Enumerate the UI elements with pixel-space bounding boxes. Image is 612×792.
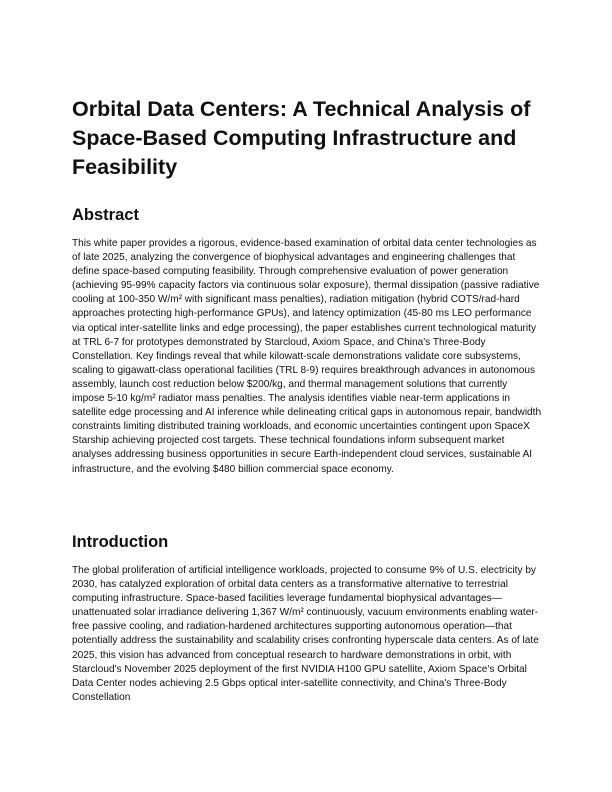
abstract-heading: Abstract xyxy=(72,206,139,224)
paper-title: Orbital Data Centers: A Technical Analysis of Space-Based Computing Infrastructure and Feasibility xyxy=(72,97,531,179)
introduction-heading: Introduction xyxy=(72,533,169,551)
abstract-paragraph: This white paper provides a rigorous, evidence-based examination of orbital data center technologies as of late 2025, analyzing the convergence of biophysical advantages and engineering challenges that define space-based computing feasibility. Through comprehensive evaluation of power generation (achieving 95-99% capacity factors via continuous solar exposure), thermal dissipation (passive radiative cooling at 100-350 W/m² with significant mass penalties), radiation mitigation (hybrid COTS/rad-hard approaches protecting high-performance GPUs), and latency optimization (45-80 ms LEO performance via optical inter-satellite links and edge processing), the paper establishes current technological maturity at TRL 6-7 for prototypes demonstrated by Starcloud, Axiom Space, and China's Three-Body Constellation. Key findings reveal that while kilowatt-scale demonstrations validate core subsystems, scaling to gigawatt-class operational facilities (TRL 8-9) requires breakthrough advances in autonomous assembly, launch cost reduction below $200/kg, and thermal management solutions that currently impose 5-10 kg/m² radiator mass penalties. The analysis identifies viable near-term applications in satellite edge processing and AI inference while delineating critical gaps in autonomous repair, bandwidth constraints limiting distributed training workloads, and economic uncertainties contingent upon SpaceX Starship achieving projected cost targets. These technical foundations inform subsequent market analyses addressing business opportunities in secure Earth-independent cloud services, sustainable AI infrastructure, and the evolving $480 billion commercial space economy. xyxy=(72,238,542,475)
introduction-paragraph: The global proliferation of artificial intelligence workloads, projected to consume 9% of U.S. electricity by 2030, has catalyzed exploration of orbital data centers as a transformative alternative to terrestrial computing infrastructure. Space-based facilities leverage fundamental biophysical advantages—unattenuated solar irradiance delivering 1,367 W/m² continuously, vacuum environments enabling water-free passive cooling, and radiation-hardened architectures supporting autonomous operation—that potentially address the sustainability and scalability crises confronting hyperscale data centers. As of late 2025, this vision has advanced from conceptual research to hardware demonstrations in orbit, with Starcloud's November 2025 deployment of the first NVIDIA H100 GPU satellite, Axiom Space's Orbital Data Center nodes achieving 2.5 Gbps optical inter-satellite connectivity, and China's Three-Body Constellation xyxy=(72,565,539,703)
